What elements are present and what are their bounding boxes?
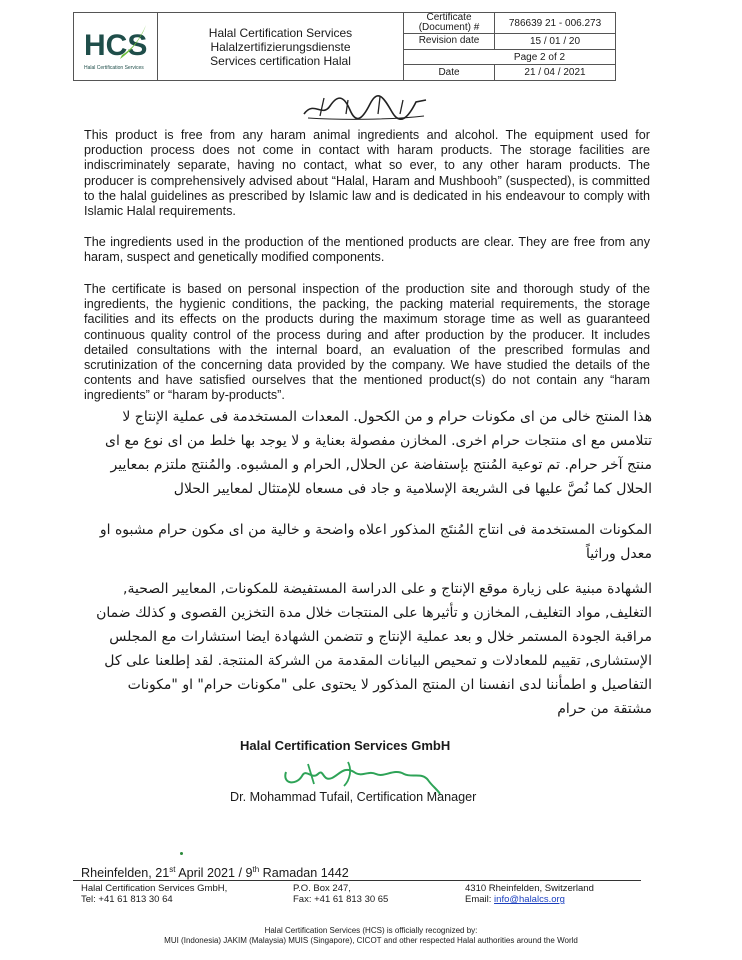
recognition-authorities: MUI (Indonesia) JAKIM (Malaysia) MUIS (Singapore), CICOT and other respected Halal authorities around the World [164,936,578,945]
place-date-part1: Rheinfelden, 21 [81,866,170,881]
recognition-statement: Halal Certification Services (HCS) is officially recognized by: [264,926,478,935]
org-name-en: Halal Certification Services [208,25,353,40]
bismillah-calligraphy [300,92,430,122]
footer-tel: Tel: +41 61 813 30 64 [81,894,173,905]
footer-address: 4310 Rheinfelden, Switzerland [465,883,594,894]
certificate-number: 786639 21 - 006.273 [508,17,602,29]
revision-date: 15 / 01 / 20 [529,35,581,47]
signing-company: Halal Certification Services GmbH [240,738,451,753]
page-number: Page 2 of 2 [513,51,566,63]
signatory-name: Dr. Mohammad Tufail, Certification Manager [230,790,477,804]
footer-fax: Fax: +41 61 813 30 65 [293,894,389,905]
certificate-row [404,13,615,34]
arabic-paragraph-certificate-basis: الشهادة مبنية على زيارة موقع الإنتاج و على الدراسة المستفيضة للمكونات, المعايير الصحية, التغليف, مواد التغليف, المخازن و تأثيرها على المنتجات خلال مدة التخزين القصوى و كذلك ضمان مراقبة الجودة المستمر خلال و بعد عملية الإنتاج و تتضمن الشهادة ايضا استشارات مع المجلس الإستشارى, تقييم للمعادلات و تمحيص البيانات المقدمة من الشركة المنتجة. لقد إطلعنا على كل التفاصيل و اطمأننا لدى انفسنا ان المنتج المذكور لا يحتوى على "مكونات حرام" او "مكونات مشتقة من حرام [96,581,652,717]
footer-company-block [81,883,227,905]
footer-divider [73,880,641,881]
place-date-part3: Ramadan 1442 [259,866,349,881]
ink-mark [180,852,183,855]
document-meta [404,13,615,80]
footer-address-block [465,883,594,905]
ordinal-suffix-day: st [169,865,176,874]
footer-email-label: Email: [465,894,495,905]
issue-date: 21 / 04 / 2021 [524,67,586,79]
place-and-date [81,865,349,880]
revision-row [404,34,615,50]
place-date-part2: April 2021 / 9 [175,866,253,881]
footer-postal-block [293,883,388,905]
date-row [404,65,615,80]
hcs-logo [82,21,150,73]
paragraph-ingredients: The ingredients used in the production of the mentioned products are clear. They are free from any haram, suspect and genetically modified components. [84,235,650,265]
paragraph-certificate-basis: The certificate is based on personal inspection of the production site and thorough study of the ingredients, the hygienic conditions, the packing, the packing material requirements, the storage facilities and its effects on the products during the maximum storage time as well as guaranteed continuous quality control of the process during and after production by the producer. It includes detailed consultations with the internal board, an evaluation of the prescribed formulas and scrutinization of the concerning data provided by the company. We have studied the details of the contents and have satisfied ourselves that the mentioned product(s) do not contain any “haram ingredients” or “haram by-products”. [84,282,650,403]
footer-pobox: P.O. Box 247, [293,883,351,894]
page-row [404,50,615,66]
arabic-paragraph-ingredients: المكونات المستخدمة فى انتاج المُنتَج المذكور اعلاه واضحة و خالية من اى مكون حرام مشبوه او معدل وراثياً [99,522,652,562]
logo-cell [74,13,158,80]
org-name-fr: Services certification Halal [210,53,351,68]
org-name-de: Halalzertifizierungsdienste [210,39,351,54]
ordinal-suffix-ramadan: th [252,865,260,874]
footer-company: Halal Certification Services GmbH, [81,883,228,894]
email-link[interactable]: info@halalcs.org [494,894,565,905]
revision-label: Revision date [404,34,495,49]
document-header [73,12,616,81]
date-label: Date [404,65,495,80]
logo-text: HCS [84,29,148,62]
organization-names [158,13,404,80]
logo-tagline: Halal Certification Services [84,65,144,71]
footer-email-line [465,894,594,905]
arabic-paragraph-haram-free: هذا المنتج خالى من اى مكونات حرام و من الكحول. المعدات المستخدمة فى عملية الإنتاج لا تتلامس مع اى منتجات حرام اخرى. المخازن مفصولة بعناية و لا يوجد بها خلط من اى نوع مع اى منتج آخر حرام. تم توعية المُنتج بإستفاضة عن الحلال, الحرام و المشبوه. والمُنتج ملتزم بمعايير الحلال كما نُصَّ عليها فى الشريعة الإسلامية و جاد فى مسعاه للإمتثال لمعايير الحلال [105,409,652,497]
paragraph-haram-free: This product is free from any haram animal ingredients and alcohol. The equipment used for production process does not come in contact with haram products. The storage facilities are indiscriminately separate, having no contact, what so ever, to any other haram products. The producer is comprehensively advised about “Halal, Haram and Mushbooh” (suspected), is committed to the halal guidelines as prescribed by Islamic law and is dedicated in his endeavour to comply with Islamic Halal requirements. [84,128,650,219]
certificate-label: Certificate (Document) # [404,13,495,33]
